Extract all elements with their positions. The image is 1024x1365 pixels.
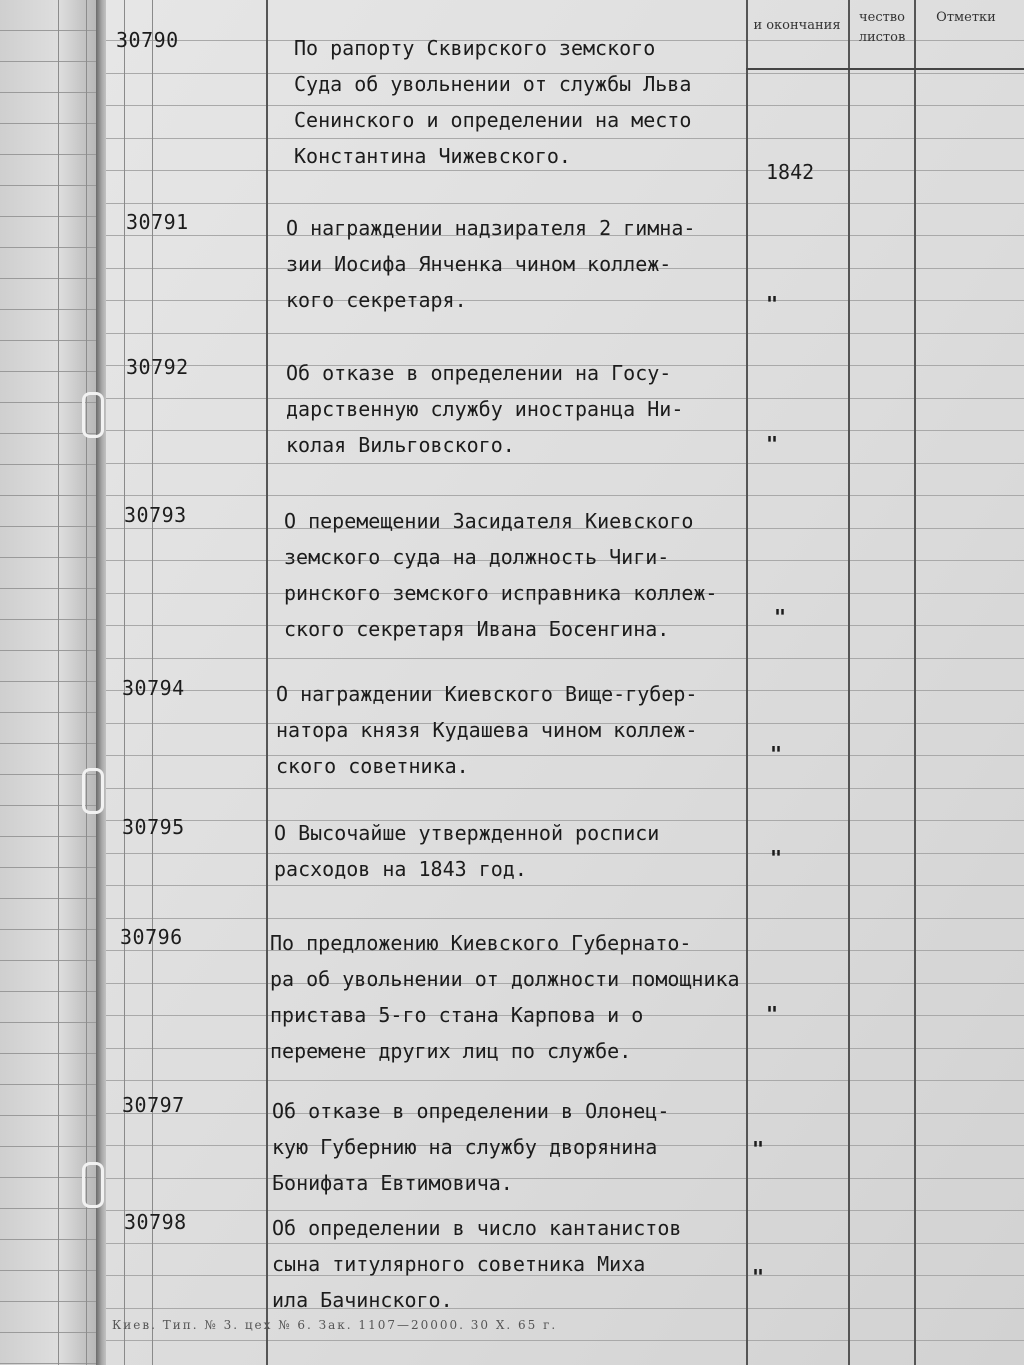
ditto-mark: " [766,432,779,456]
entry-text-line: перемене других лиц по службе. [270,1039,632,1063]
entry-text-line: О перемещении Засидателя Киевского [284,509,694,533]
entry-text-line: натора князя Кудашева чином коллеж- [276,718,698,742]
ditto-mark: " [752,1137,765,1161]
entry-text-line: Об определении в число кантанистов [272,1216,682,1240]
entry-text-line: колая Вильговского. [286,433,515,457]
header-date-column: и окончания [753,18,841,33]
ditto-mark: " [766,292,779,316]
ditto-mark: " [770,742,783,766]
entry-number: 30791 [126,210,189,234]
ditto-mark: " [752,1265,765,1289]
entry-text-line: По рапорту Сквирского земского [294,36,656,60]
entry-text-line: О награждении Киевского Вище-губер- [276,682,698,706]
entry-text-line: пристава 5-го стана Карпова и о [270,1003,644,1027]
entry-text-line: ила Бачинского. [272,1288,453,1312]
register-page [106,0,1024,1365]
entry-text-line: ского секретаря Ивана Босенгина. [284,617,670,641]
entry-number: 30790 [116,28,179,52]
entry-text-line: кого секретаря. [286,288,467,312]
binding-ring [82,392,104,438]
entry-text-line: зии Иосифа Янченка чином коллеж- [286,252,672,276]
entry-text-line: ра об увольнении от должности помощника [270,967,740,991]
ditto-mark: " [770,846,783,870]
entry-text-line: кую Губернию на службу дворянина [272,1135,658,1159]
entry-number: 30792 [126,355,189,379]
entry-number: 30793 [124,503,187,527]
header-marks-column: Отметки [936,10,996,25]
entry-number: 30798 [124,1210,187,1234]
entry-text-line: ского советника. [276,754,469,778]
left-page [0,0,98,1365]
header-count-column: чество листов [858,10,906,45]
binding-ring [82,768,104,814]
entry-number: 30795 [122,815,185,839]
entry-text-line: ринского земского исправника коллеж- [284,581,718,605]
entry-text-line: дарственную службу иностранца Ни- [286,397,684,421]
entry-text-line: Об отказе в определении на Госу- [286,361,672,385]
binding-ring [82,1162,104,1208]
entry-text-line: Суда об увольнении от службы Льва [294,72,692,96]
entry-text-line: Сенинского и определении на место [294,108,692,132]
entry-text-line: Константина Чижевского. [294,144,571,168]
entry-text-line: Об отказе в определении в Олонец- [272,1099,670,1123]
entry-text-line: По предложению Киевского Губернато- [270,931,692,955]
entry-number: 30796 [120,925,183,949]
entry-text-line: О Высочайше утвержденной росписи [274,821,660,845]
entry-text-line: Бонифата Евтимовича. [272,1171,513,1195]
entry-text-line: земского суда на должность Чиги- [284,545,670,569]
entry-date: 1842 [766,160,815,184]
ditto-mark: " [766,1002,779,1026]
entry-number: 30797 [122,1093,185,1117]
print-footer: Киев. Тип. № 3. цех № 6. Зак. 1107—20000. 30 X. 65 г. [112,1318,558,1332]
ditto-mark: " [774,605,787,629]
entry-text-line: сына титулярного советника Миха [272,1252,646,1276]
entry-number: 30794 [122,676,185,700]
entry-text-line: О награждении надзирателя 2 гимна- [286,216,696,240]
entry-text-line: расходов на 1843 год. [274,857,527,881]
